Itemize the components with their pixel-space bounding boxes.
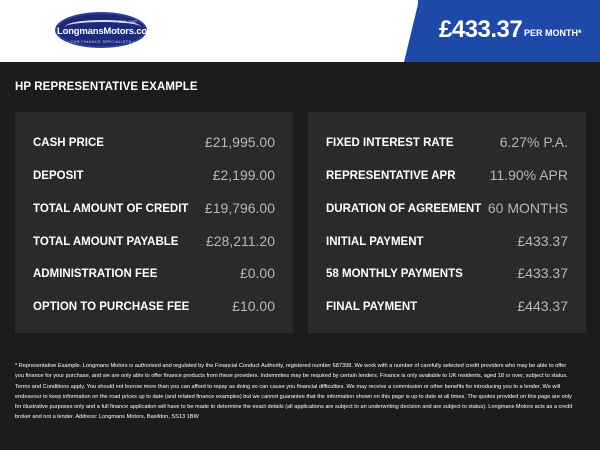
admin-fee-label: ADMINISTRATION FEE	[33, 268, 158, 280]
finance-row	[308, 259, 586, 292]
initial-payment-label: INITIAL PAYMENT	[326, 236, 424, 248]
duration-label: DURATION OF AGREEMENT	[326, 203, 482, 215]
finance-row	[15, 292, 293, 325]
longmans-motors-logo[interactable]	[55, 12, 156, 48]
final-payment-value: £443.37	[517, 298, 568, 314]
apr-label: REPRESENTATIVE APR	[326, 170, 456, 182]
logo-name: LongmansMotors.com	[57, 26, 156, 37]
finance-row	[308, 227, 586, 260]
finance-row	[15, 161, 293, 194]
duration-value: 60 MONTHS	[487, 200, 568, 216]
finance-panel-left	[15, 112, 293, 333]
total-payable-value: £28,211.20	[205, 233, 275, 249]
logo-small-text: EST. 1987	[118, 19, 137, 24]
monthly-price-unit: PER MONTH*	[524, 28, 582, 38]
monthly-price-value: £433.37	[439, 16, 523, 43]
finance-row	[308, 194, 586, 227]
interest-rate-label: FIXED INTEREST RATE	[326, 137, 454, 149]
finance-row	[308, 161, 586, 194]
section-title: HP REPRESENTATIVE EXAMPLE	[15, 81, 198, 93]
total-payable-label: TOTAL AMOUNT PAYABLE	[33, 236, 179, 248]
monthly-price-box	[418, 0, 600, 62]
purchase-fee-value: £10.00	[232, 298, 275, 314]
cash-price-label: CASH PRICE	[33, 137, 104, 149]
finance-row	[308, 128, 586, 161]
logo-tagline: • CAR FINANCE SPECIALISTS •	[67, 39, 135, 44]
interest-rate-value: 6.27% P.A.	[499, 134, 568, 150]
purchase-fee-label: OPTION TO PURCHASE FEE	[33, 301, 190, 313]
apr-value: 11.90% APR	[489, 167, 568, 183]
total-credit-value: £19,796.00	[204, 200, 275, 216]
deposit-label: DEPOSIT	[33, 170, 84, 182]
total-credit-label: TOTAL AMOUNT OF CREDIT	[33, 203, 189, 215]
finance-row	[15, 227, 293, 260]
finance-row	[308, 292, 586, 325]
finance-row	[15, 128, 293, 161]
monthly-payments-value: £433.37	[517, 265, 568, 281]
deposit-value: £2,199.00	[212, 167, 275, 183]
cash-price-value: £21,995.00	[204, 134, 275, 150]
admin-fee-value: £0.00	[239, 265, 275, 281]
price-box-slant	[404, 0, 419, 62]
final-payment-label: FINAL PAYMENT	[326, 301, 418, 313]
finance-row	[15, 259, 293, 292]
finance-row	[15, 194, 293, 227]
monthly-payments-label: 58 MONTHLY PAYMENTS	[326, 268, 463, 280]
finance-panel-right	[308, 112, 586, 333]
finance-disclaimer: * Representative Example. Longmans Motors is authorised and regulated by the Financial Conduct Authority, registered number 687398. We work with a number of carefully selected credit providers who may be able to offer you finance for your purchase, and we are only able to offer finance products from these providers. Indemnities may be required by certain lenders. Finance is only available to UK residents, aged 18 or over, subject to status. Terms and Conditions apply. You should not borrow more than you can afford to repay as doing so can cause you financial difficulties. We may receive a commission or other benefits for introducing you to a lender. We will endeavour to keep information on the road prices up to date (and related finance examples) but we cannot guarantee that the information shown on this page is up to date at all times. The quotes provided on this page are only for illustrative purposes only and a full finance application will have to be made to determine the exact details (all applications are subject to an underwriting decision and are subject to status). Longmans Motors acts as a credit broker and not a lender. Address: Longmans Motors, Basildon, SS13 1BW	[15, 363, 573, 421]
initial-payment-value: £433.37	[517, 233, 568, 249]
